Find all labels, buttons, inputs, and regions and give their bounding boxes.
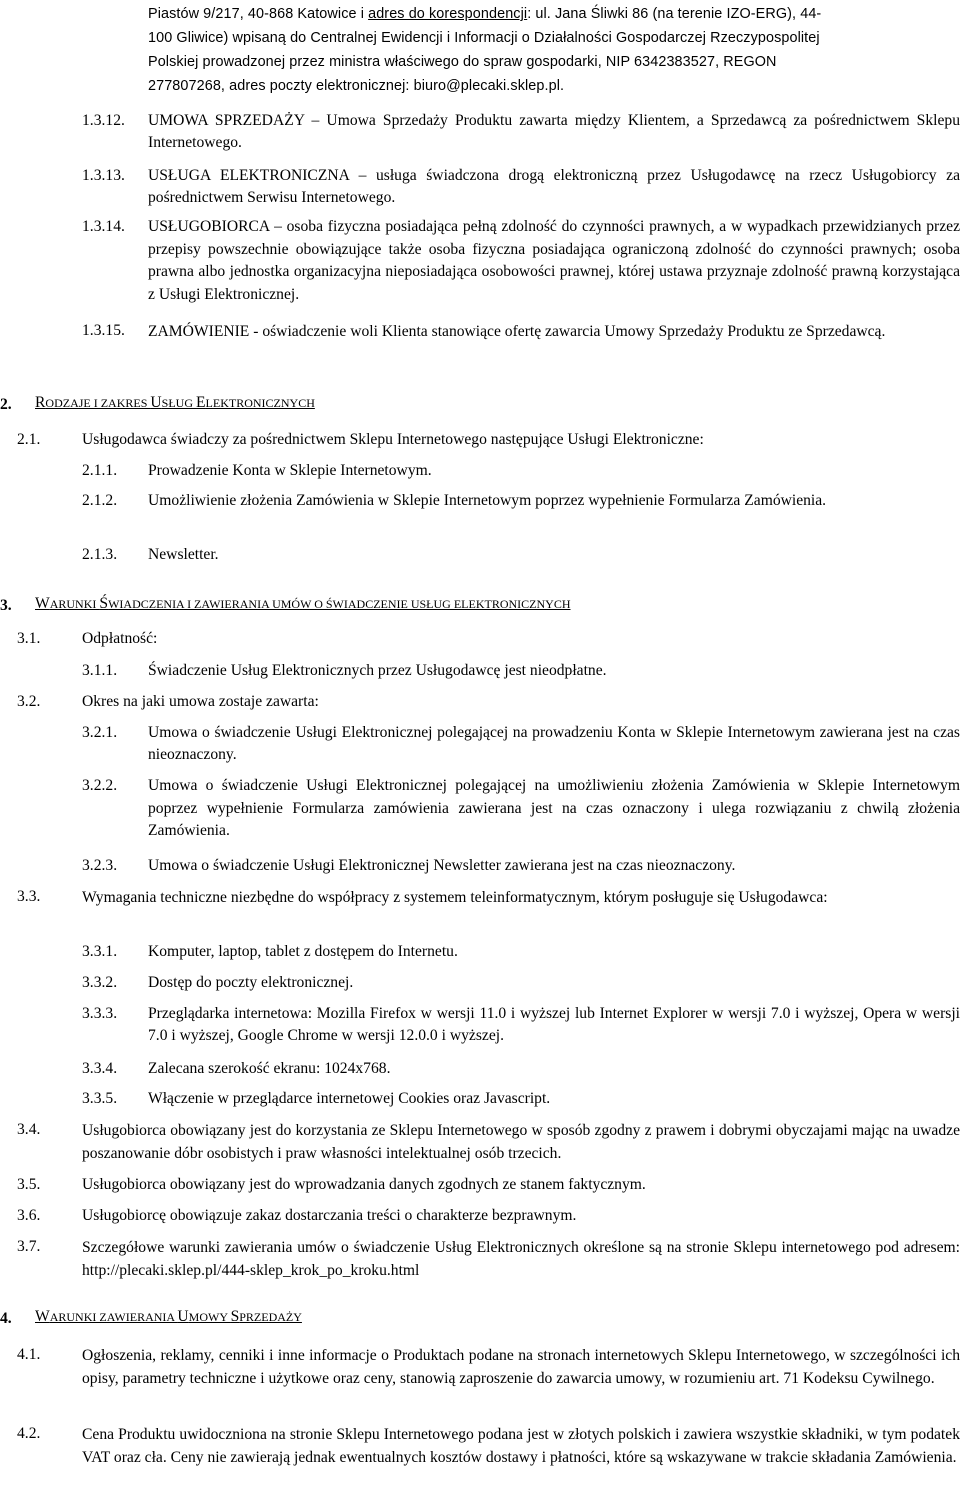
intro-line-1-tail: : ul. Jana Śliwki 86 (na terenie IZO-ERG), 44-: [527, 6, 822, 22]
section-4-number: 4.: [0, 1310, 12, 1327]
clause-text: Usługobiorcę obowiązuje zakaz dostarczania treści o charakterze bezprawnym.: [82, 1207, 577, 1224]
clause-number: 4.1.: [17, 1346, 41, 1363]
section-4-title: WARUNKI ZAWIERANIA UMOWY SPRZEDAŻY: [35, 1308, 302, 1325]
clause-text: Wymagania techniczne niezbędne do współpracy z systemem teleinformatycznym, którym posługuje się Usługodawca:: [82, 889, 828, 906]
clause-text: Szczegółowe warunki zawierania umów o świadczenie Usług Elektronicznych określone są na stronie Sklepu internetowego pod adresem: http://plecaki.sklep.pl/444-sklep_krok_po_kroku.html: [82, 1239, 960, 1279]
clause-text: Świadczenie Usług Elektronicznych przez Usługodawcę jest nieodpłatne.: [148, 662, 607, 679]
def-text: UMOWA SPRZEDAŻY – Umowa Sprzedaży Produktu zawarta między Klientem, a Sprzedawcą za pośrednictwem Sklepu Internetowego.: [148, 112, 960, 151]
def-number: 1.3.15.: [82, 322, 125, 339]
clause-number: 3.2.1.: [82, 724, 118, 741]
clause-number: 3.1.: [17, 630, 41, 647]
clause-text: Cena Produktu uwidoczniona na stronie Sklepu Internetowego podana jest w złotych polskich i zawiera wszystkie składniki, w tym podatek VAT oraz cła. Ceny nie zawierają jednak ewentualnych kosztów dostawy i płatności, które są wskazywane w trakcie składania Zamówienia.: [82, 1426, 960, 1466]
section-3-number: 3.: [0, 597, 12, 614]
clause-number: 3.4.: [17, 1121, 41, 1138]
clause-text: Odpłatność:: [82, 630, 158, 647]
clause-text: Ogłoszenia, reklamy, cenniki i inne informacje o Produktach podane na stronach internetowych Sklepu Internetowego, w szczególności ich opisy, parametry techniczne i użytkowe oraz ceny, stanowią zaproszenie do zawarcia umowy, w rozumieniu art. 71 Kodeksu Cywilnego.: [82, 1347, 960, 1387]
clause-text: Newsletter.: [148, 546, 219, 563]
def-text: USŁUGA ELEKTRONICZNA – usługa świadczona drogą elektroniczną przez Usługodawcę na rzecz Usługobiorcy za pośrednictwem Serwisu Internetowego.: [148, 167, 960, 206]
def-text: USŁUGOBIORCA – osoba fizyczna posiadająca pełną zdolność do czynności prawnych, a w wypadkach przewidzianych przez przepisy powszechnie obowiązujące także osoba fizyczna posiadająca ograniczoną zdolność do czynności prawnych; osoba prawna albo jednostka organizacyjna nieposiadająca osobowości prawnej, której ustawa przyznaje zdolność prawną korzystająca z Usługi Elektronicznej.: [148, 218, 960, 303]
intro-line-3: Polskiej prowadzonej przez ministra właściwego do spraw gospodarki, NIP 6342383527, REGON: [148, 54, 777, 70]
clause-text: Umowa o świadczenie Usługi Elektronicznej polegającej na prowadzeniu Konta w Sklepie Internetowym zawierana jest na czas nieoznaczony.: [148, 724, 960, 763]
clause-text: Umożliwienie złożenia Zamówienia w Sklepie Internetowym poprzez wypełnienie Formularza Zamówienia.: [148, 492, 827, 509]
clause-text: Umowa o świadczenie Usługi Elektronicznej Newsletter zawierana jest na czas nieoznaczony.: [148, 857, 736, 874]
section-2-number: 2.: [0, 396, 12, 413]
clause-number: 3.2.2.: [82, 777, 118, 794]
clause-text: Prowadzenie Konta w Sklepie Internetowym.: [148, 462, 432, 479]
clause-number: 3.7.: [17, 1238, 41, 1255]
clause-number: 3.3.2.: [82, 974, 118, 991]
clause-number: 3.2.: [17, 693, 41, 710]
clause-text: Dostęp do poczty elektronicznej.: [148, 974, 354, 991]
clause-number: 3.3.4.: [82, 1060, 118, 1077]
clause-text: Przeglądarka internetowa: Mozilla Firefox w wersji 11.0 i wyższej lub Internet Explorer w wersji 7.0 i wyższej, Opera w wersji 7.0 i wyższej, Google Chrome w wersji 12.0.0 i wyższej.: [148, 1005, 960, 1044]
def-number: 1.3.13.: [82, 167, 125, 184]
clause-number: 3.2.3.: [82, 857, 118, 874]
intro-line-1: [148, 4, 821, 26]
intro-line-1-text: Piastów 9/217, 40-868 Katowice i: [148, 6, 369, 22]
clause-number: 3.3.1.: [82, 943, 118, 960]
clause-text: Umowa o świadczenie Usługi Elektronicznej polegającej na umożliwieniu złożenia Zamówienia w Sklepie Internetowym poprzez wypełnienie Formularza zamówienia zawierana jest na czas oznaczony i ulega rozwiązaniu z chwilą złożenia Zamówienia.: [148, 777, 960, 839]
clause-text: Okres na jaki umowa zostaje zawarta:: [82, 693, 319, 710]
clause-number: 2.1.2.: [82, 492, 118, 509]
clause-number: 2.1.3.: [82, 546, 118, 563]
clause-number: 3.3.3.: [82, 1005, 118, 1022]
clause-number: 2.1.1.: [82, 462, 118, 479]
clause-text: Włączenie w przeglądarce internetowej Cookies oraz Javascript.: [148, 1090, 551, 1107]
def-number: 1.3.14.: [82, 218, 125, 235]
section-3-title: WARUNKI ŚWIADCZENIA I ZAWIERANIA UMÓW O ŚWIADCZENIE USŁUG ELEKTRONICZNYCH: [35, 595, 571, 612]
intro-line-4: 277807268, adres poczty elektronicznej: biuro@plecaki.sklep.pl.: [148, 78, 565, 94]
def-text: ZAMÓWIENIE - oświadczenie woli Klienta stanowiące ofertę zawarcia Umowy Sprzedaży Produktu ze Sprzedawcą.: [148, 323, 886, 340]
clause-text: Usługobiorca obowiązany jest do wprowadzania danych zgodnych ze stanem faktycznym.: [82, 1176, 646, 1193]
intro-line-2: 100 Gliwice) wpisaną do Centralnej Ewidencji i Informacji o Działalności Gospodarczej Rzeczypospolitej: [148, 30, 820, 46]
clause-number: 2.1.: [17, 431, 41, 448]
clause-text: Usługobiorca obowiązany jest do korzystania ze Sklepu Internetowego w sposób zgodny z prawem i dobrymi obyczajami mając na uwadze poszanowanie dóbr osobistych i praw własności intelektualnej osób trzecich.: [82, 1122, 960, 1162]
clause-text: Usługodawca świadczy za pośrednictwem Sklepu Internetowego następujące Usługi Elektroniczne:: [82, 431, 704, 448]
clause-number: 4.2.: [17, 1425, 41, 1442]
clause-number: 3.1.1.: [82, 662, 118, 679]
correspondence-address-link[interactable]: adres do korespondencji: [368, 6, 528, 22]
clause-number: 3.6.: [17, 1207, 41, 1224]
clause-number: 3.3.5.: [82, 1090, 118, 1107]
def-number: 1.3.12.: [82, 112, 125, 129]
clause-number: 3.3.: [17, 888, 41, 905]
clause-number: 3.5.: [17, 1176, 41, 1193]
section-2-title: RODZAJE I ZAKRES USŁUG ELEKTRONICZNYCH: [35, 394, 315, 411]
clause-text: Komputer, laptop, tablet z dostępem do Internetu.: [148, 943, 458, 960]
clause-text: Zalecana szerokość ekranu: 1024x768.: [148, 1060, 391, 1077]
